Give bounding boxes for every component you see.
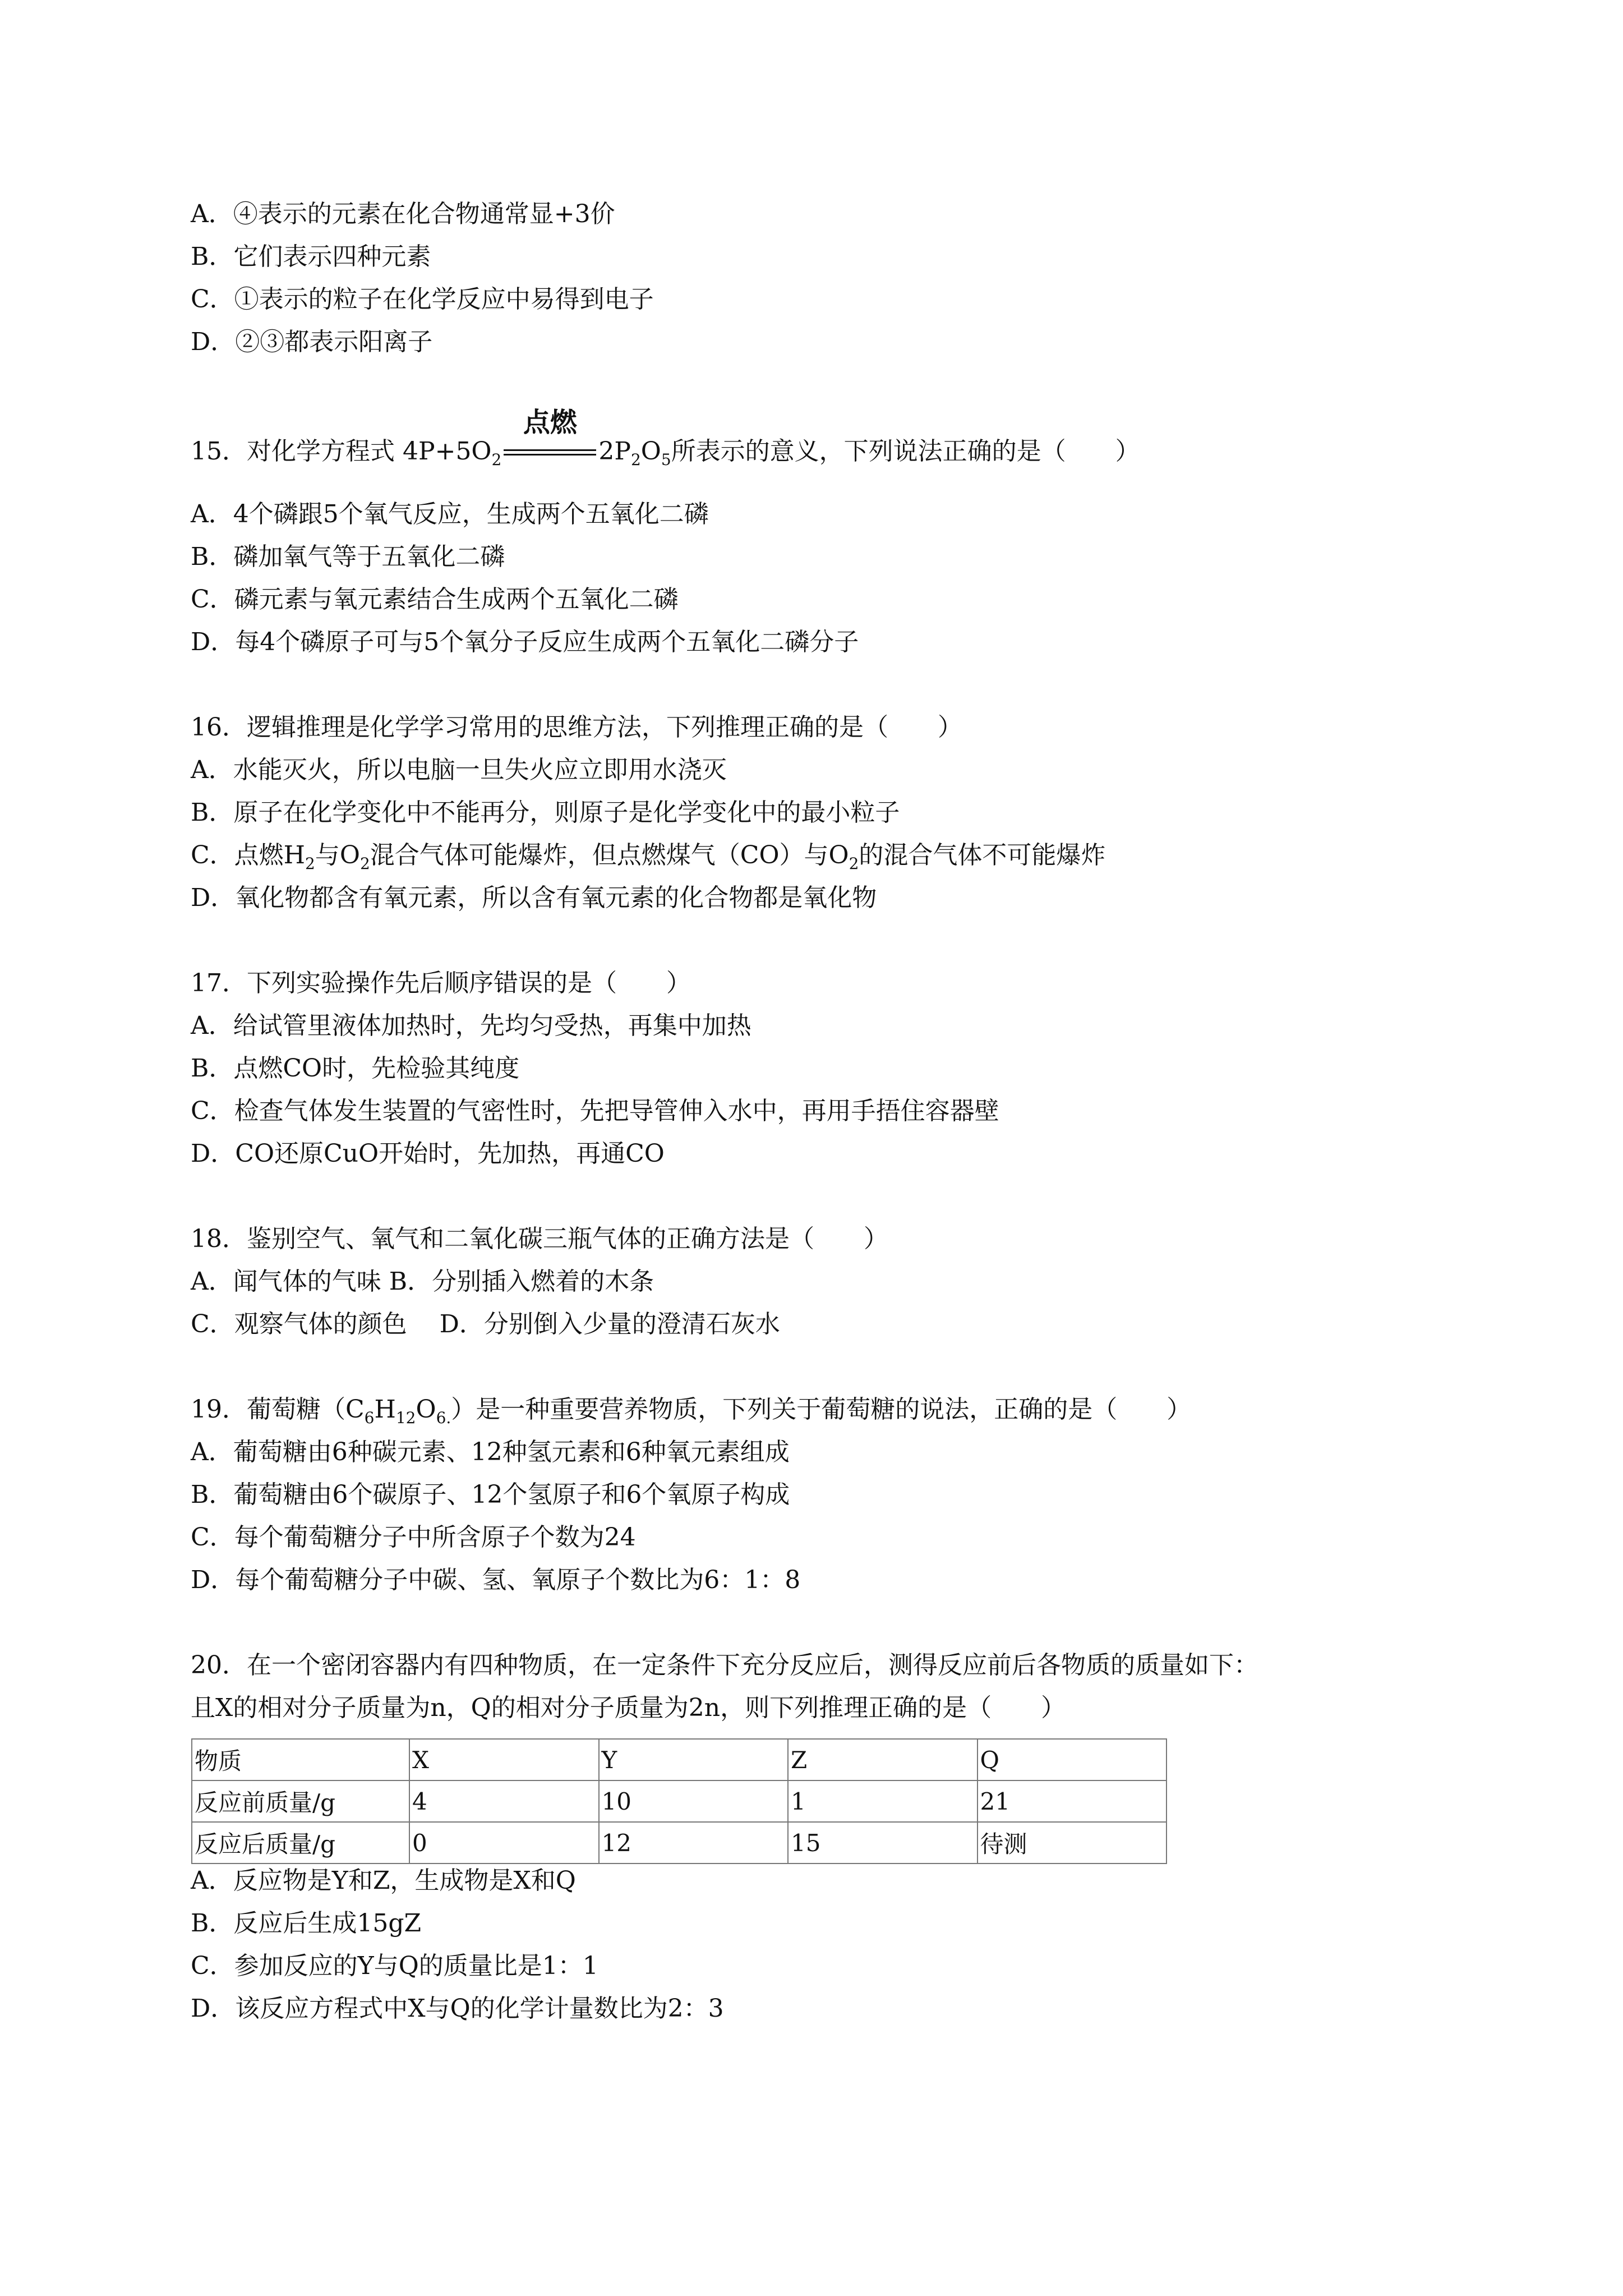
q19-option-a: A．葡萄糖由6种碳元素、12种氢元素和6种氧元素组成: [191, 1438, 790, 1466]
q15-p-subscript: 2: [630, 450, 641, 469]
q19-option-b: B．葡萄糖由6个碳原子、12个氢原子和6个氧原子构成: [191, 1480, 790, 1509]
q16-option-b: B．原子在化学变化中不能再分，则原子是化学变化中的最小粒子: [191, 798, 900, 827]
q17-option-d: D．CO还原CuO开始时，先加热，再通CO: [191, 1139, 665, 1168]
q20-option-a: A．反应物是Y和Z，生成物是X和Q: [191, 1866, 576, 1895]
q20-option-c: C．参加反应的Y与Q的质量比是1：1: [191, 1952, 598, 1980]
q20-stem-line-2: 且X的相对分子质量为n，Q的相对分子质量为2n，则下列推理正确的是（ ）: [191, 1694, 1066, 1722]
q19-option-d: D．每个葡萄糖分子中碳、氢、氧原子个数比为6：1：8: [191, 1566, 801, 1594]
q14-option-b: B．它们表示四种元素: [191, 242, 431, 271]
q15-option-c: C．磷元素与氧元素结合生成两个五氧化二磷: [191, 585, 679, 614]
equation-bar-top: [504, 449, 596, 451]
q16-c-sub-2: 2: [359, 854, 370, 873]
q16-c-text-4: 的混合气体不可能爆炸: [859, 841, 1106, 869]
q16-c-text-3: 混合气体可能爆炸，但点燃煤气（CO）与O: [370, 841, 849, 869]
q15-product-o: O: [640, 437, 661, 466]
q19-o-subscript: 6.: [436, 1409, 451, 1427]
q15-stem: [191, 407, 1140, 469]
q16-c-text-1: C．点燃H: [191, 841, 306, 869]
q19-stem-post: ）是一种重要营养物质，下列关于葡萄糖的说法，正确的是（ ）: [451, 1395, 1192, 1424]
q15-stem-pre: 15．对化学方程式 4P+5O: [191, 437, 492, 466]
table-row: [192, 1822, 1166, 1864]
q16-option-a: A．水能灭火，所以电脑一旦失火应立即用水浇灭: [191, 756, 727, 784]
q17-option-c: C．检查气体发生装置的气密性时，先把导管伸入水中，再用手捂住容器壁: [191, 1097, 999, 1125]
q16-stem: 16．逻辑推理是化学学习常用的思维方法，下列推理正确的是（ ）: [191, 713, 962, 742]
reaction-condition: [504, 407, 596, 467]
table-cell: 10: [599, 1780, 789, 1822]
mass-table: [191, 1738, 1167, 1864]
q15-option-a: A．4个磷跟5个氧气反应，生成两个五氧化二磷: [191, 500, 709, 528]
q19-option-c: C．每个葡萄糖分子中所含原子个数为24: [191, 1523, 636, 1552]
table-cell: 15: [788, 1822, 978, 1864]
table-cell: 1: [788, 1780, 978, 1822]
table-cell: 反应前质量/g: [192, 1780, 409, 1822]
q17-option-a: A．给试管里液体加热时，先均匀受热，再集中加热: [191, 1011, 751, 1040]
table-cell: Y: [599, 1739, 789, 1780]
q15-option-b: B．磷加氧气等于五氧化二磷: [191, 542, 505, 571]
q19-stem-pre: 19．葡萄糖（C: [191, 1395, 365, 1424]
q20-stem-line-1: 20．在一个密闭容器内有四种物质，在一定条件下充分反应后，测得反应前后各物质的质量如下：: [191, 1651, 1258, 1680]
q19-h-subscript: 12: [395, 1409, 416, 1427]
q15-o2-subscript: 2: [491, 450, 502, 469]
q16-c-text-2: 与O: [315, 841, 360, 869]
q14-option-c: C．①表示的粒子在化学反应中易得到电子: [191, 285, 654, 314]
q15-option-d: D．每4个磷原子可与5个氧分子反应生成两个五氧化二磷分子: [191, 628, 859, 656]
q18-options-ab: A．闻气体的气味 B．分别插入燃着的木条: [191, 1267, 654, 1296]
q18-options-cd: C．观察气体的颜色 D．分别倒入少量的澄清石灰水: [191, 1310, 780, 1338]
q20-option-b: B．反应后生成15gZ: [191, 1909, 422, 1938]
q18-stem: 18．鉴别空气、氧气和二氧化碳三瓶气体的正确方法是（ ）: [191, 1225, 888, 1253]
q15-product-p: 2P: [598, 437, 631, 466]
q15-stem-post: 所表示的意义，下列说法正确的是（ ）: [671, 437, 1140, 466]
table-cell: X: [409, 1739, 599, 1780]
table-header-row: [192, 1739, 1166, 1780]
q14-option-a: A．④表示的元素在化合物通常显+3价: [191, 200, 615, 228]
q16-c-sub-3: 2: [849, 854, 859, 873]
q16-option-d: D．氧化物都含有氧元素，所以含有氧元素的化合物都是氧化物: [191, 884, 877, 912]
table-cell: 待测: [978, 1822, 1167, 1864]
table-cell: 12: [599, 1822, 789, 1864]
q16-option-c: [191, 840, 1105, 871]
table-cell: Z: [788, 1739, 978, 1780]
table-cell: 反应后质量/g: [192, 1822, 409, 1864]
equation-bar-bottom: [504, 454, 596, 455]
table-cell: Q: [978, 1739, 1167, 1780]
reaction-condition-label: 点燃: [523, 407, 577, 438]
q19-o: O: [416, 1395, 436, 1424]
q15-o5-subscript: 5: [661, 450, 671, 469]
q19-stem: [191, 1394, 1191, 1425]
q14-option-d: D．②③都表示阳离子: [191, 328, 433, 356]
q20-option-d: D．该反应方程式中X与Q的化学计量数比为2：3: [191, 1994, 724, 2023]
q19-c-subscript: 6: [364, 1409, 375, 1427]
table-cell: 0: [409, 1822, 599, 1864]
table-row: [192, 1780, 1166, 1822]
table-cell: 物质: [192, 1739, 409, 1780]
q17-option-b: B．点燃CO时，先检验其纯度: [191, 1054, 520, 1083]
table-cell: 21: [978, 1780, 1167, 1822]
q19-h: H: [374, 1395, 396, 1424]
q17-stem: 17．下列实验操作先后顺序错误的是（ ）: [191, 969, 691, 997]
q16-c-sub-1: 2: [305, 854, 315, 873]
table-cell: 4: [409, 1780, 599, 1822]
